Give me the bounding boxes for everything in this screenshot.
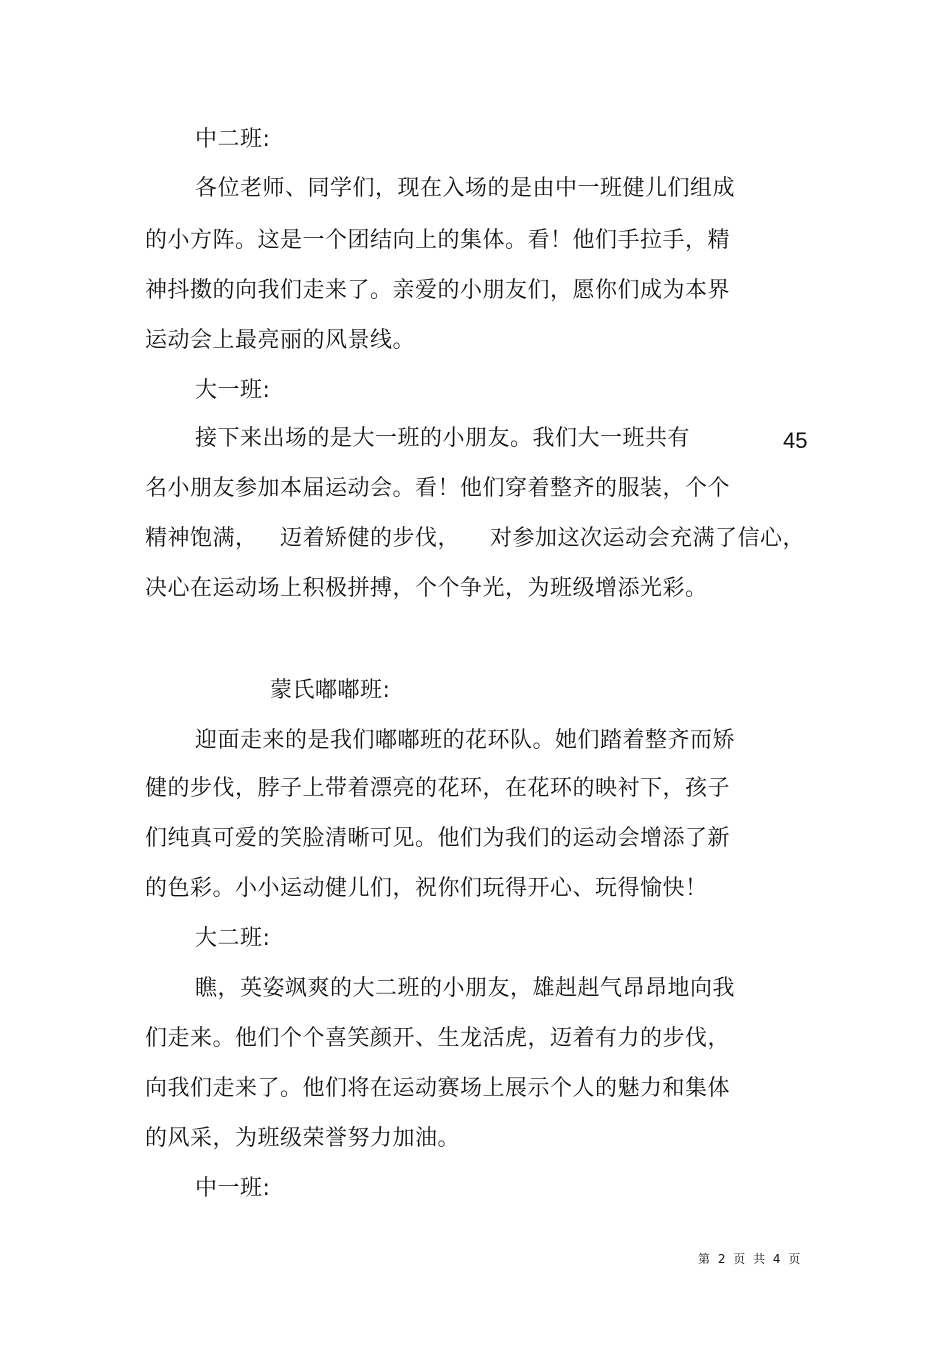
section-heading: 大一班: bbox=[195, 378, 271, 403]
paragraph-line: 精神饱满， 迈着矫健的步伐， 对参加这次运动会充满了信心， bbox=[145, 526, 805, 551]
paragraph-line: 们纯真可爱的笑脸清晰可见。他们为我们的运动会增添了新 bbox=[145, 826, 731, 851]
paragraph-line: 各位老师、同学们，现在入场的是由中一班健儿们组成 bbox=[195, 176, 736, 201]
paragraph-line: 的色彩。小小运动健儿们，祝你们玩得开心、玩得愉快！ bbox=[145, 876, 708, 901]
paragraph-line: 的小方阵。这是一个团结向上的集体。看！他们手拉手，精 bbox=[145, 228, 731, 253]
section-heading: 中二班: bbox=[195, 127, 271, 152]
section-heading: 大二班: bbox=[195, 926, 271, 951]
paragraph-line: 名小朋友参加本届运动会。看！他们穿着整齐的服装，个个 bbox=[145, 476, 731, 501]
paragraph-line: 迎面走来的是我们嘟嘟班的花环队。她们踏着整齐而矫 bbox=[195, 728, 736, 753]
section-heading: 中一班: bbox=[195, 1176, 271, 1201]
paragraph-line: 神抖擞的向我们走来了。亲爱的小朋友们，愿你们成为本界 bbox=[145, 278, 731, 303]
paragraph-line: 瞧，英姿飒爽的大二班的小朋友，雄赳赳气昂昂地向我 bbox=[195, 976, 736, 1001]
paragraph-line: 决心在运动场上积极拼搏，个个争光，为班级增添光彩。 bbox=[145, 576, 708, 601]
section-heading: 蒙氏嘟嘟班: bbox=[270, 678, 391, 703]
paragraph-line: 的风采，为班级荣誉努力加油。 bbox=[145, 1126, 461, 1151]
paragraph-line: 接下来出场的是大一班的小朋友。我们大一班共有 bbox=[195, 426, 691, 451]
paragraph-line: 运动会上最亮丽的风景线。 bbox=[145, 328, 416, 353]
paragraph-line: 向我们走来了。他们将在运动赛场上展示个人的魅力和集体 bbox=[145, 1076, 731, 1101]
page-footer: 第 2 页 共 4 页 bbox=[698, 1252, 803, 1266]
paragraph-line: 健的步伐，脖子上带着漂亮的花环，在花环的映衬下，孩子 bbox=[145, 776, 731, 801]
participant-count: 45 bbox=[783, 428, 808, 453]
paragraph-line: 们走来。他们个个喜笑颜开、生龙活虎，迈着有力的步伐， bbox=[145, 1026, 731, 1051]
